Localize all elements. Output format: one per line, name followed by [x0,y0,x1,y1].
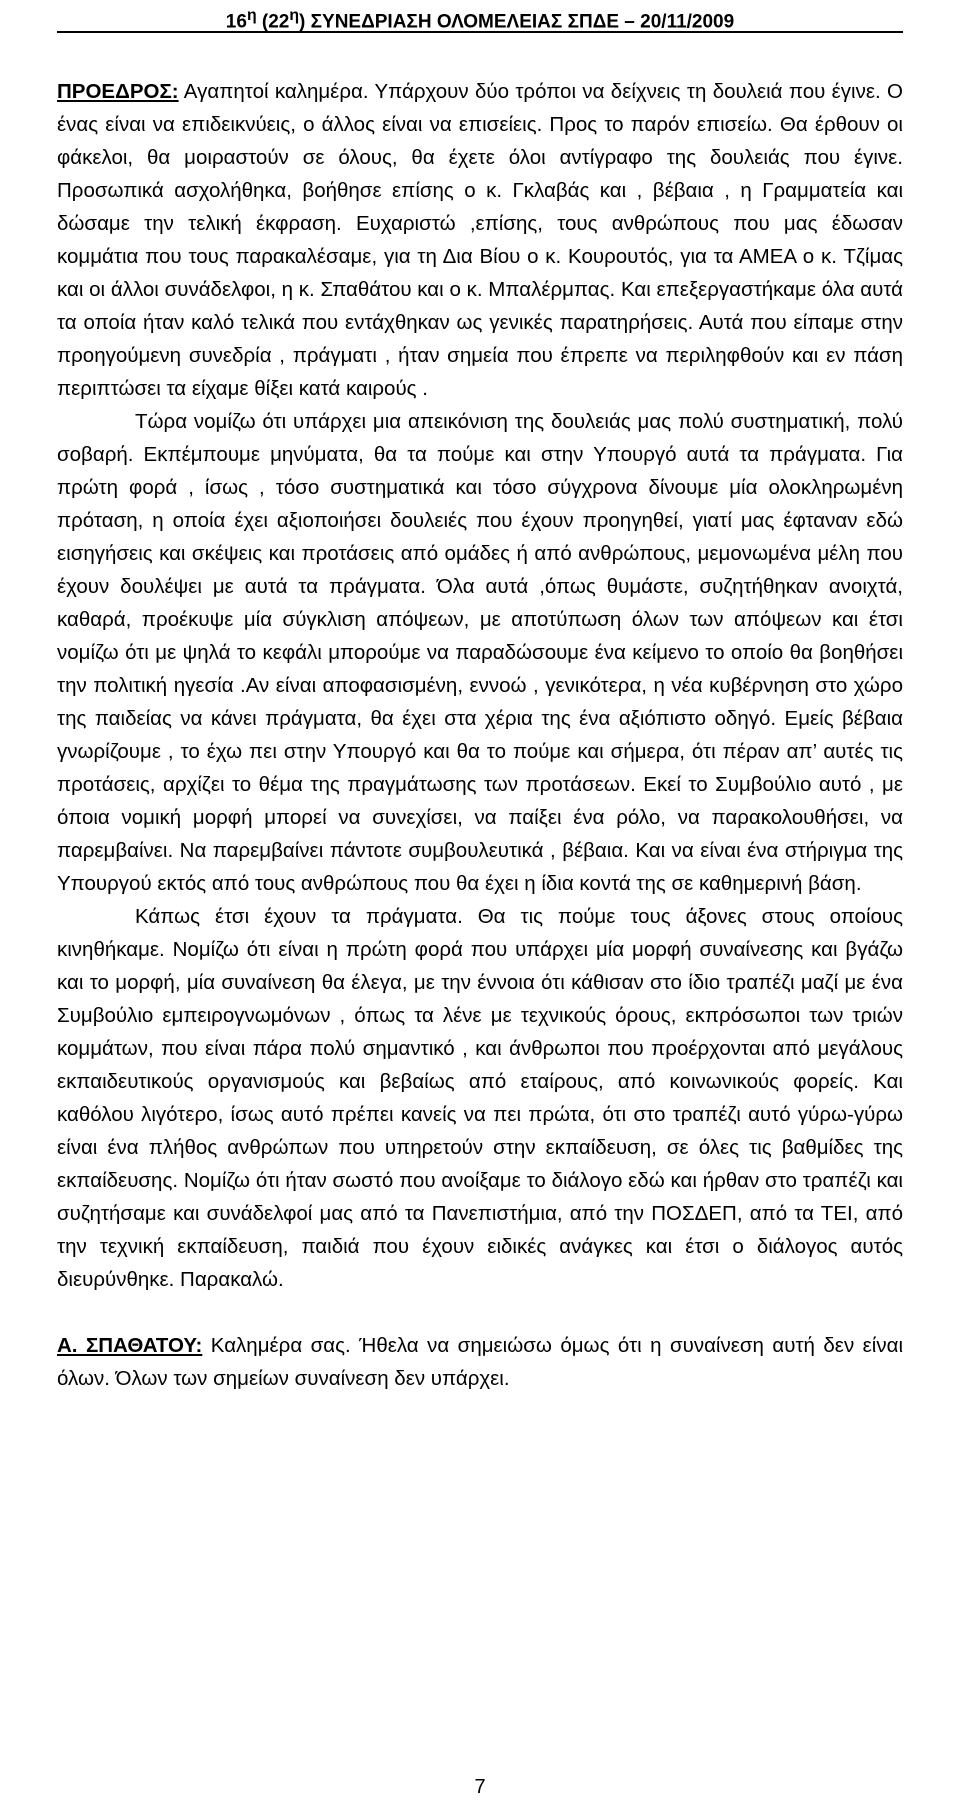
paragraph-text: Αγαπητοί καλημέρα. Υπάρχουν δύο τρόποι να δείχνεις τη δουλειά που έγινε. Ο ένας είναι να επιδεικνύεις, ο άλλος είναι να επισείεις. Προς το παρόν επισείω. Θα έρθουν οι φάκελοι, θα μοιραστούν σε όλους, θα έχετε όλοι αντίγραφο της δουλειάς που έγινε. Προσωπικά ασχολήθηκα, βοήθησε επίσης ο κ. Γκλαβάς και , βέβαια , η Γραμματεία και δώσαμε την τελική έκφραση. Ευχαριστώ ,επίσης, τους ανθρώπους που μας έδωσαν κομμάτια που τους παρακαλέσαμε, για τη Δια Βίου ο κ. Κουρουτός, για τα ΑΜΕΑ ο κ. Τζίμας και οι άλλοι συνάδελφοι, η κ. Σπαθάτου και ο κ. Μπαλέρμπας. Και επεξεργαστήκαμε όλα αυτά τα οποία ήταν καλό τελικά που εντάχθηκαν ως γενικές παρατηρήσεις. Αυτά που είπαμε στην προηγούμενη συνεδρία , πράγματι , ήταν σημεία που έπρεπε να περιληφθούν και εν πάση περιπτώσει τα είχαμε θίξει κατά καιρούς . [57,80,903,400]
header-divider [57,31,903,33]
header-title-part3: ) ΣΥΝΕΔΡΙΑΣΗ ΟΛΟΜΕΛΕΙΑΣ ΣΠΔΕ – 20/11/2009 [299,11,735,33]
paragraph-spathatou [57,1329,903,1395]
header-title-part2: (22 [256,11,290,33]
page-header [0,4,960,34]
speaker-label-president: ΠΡΟΕΔΡΟΣ: [57,80,179,103]
speaker-label-spathatou: Α. ΣΠΑΘΑΤΟΥ: [57,1334,203,1357]
paragraph-text: Τώρα νομίζω ότι υπάρχει μια απεικόνιση της δουλειάς μας πολύ συστηματική, πολύ σοβαρή. Εκπέμπουμε μηνύματα, θα τα πούμε και στην Υπουργό αυτά τα πράγματα. Για πρώτη φορά , ίσως , τόσο συστηματικά και τόσο σύγχρονα δίνουμε μία ολοκληρωμένη πρόταση, η οποία έχει αξιοποιήσει δουλειές που έχουν προηγηθεί, γιατί μας έφταναν εδώ εισηγήσεις και σκέψεις και προτάσεις από ομάδες ή από ανθρώπους, μεμονωμένα μέλη που έχουν δουλέψει με αυτά τα πράγματα. Όλα αυτά ,όπως θυμάστε, συζητήθηκαν ανοιχτά, καθαρά, προέκυψε μία σύγκλιση απόψεων, με αποτύπωση όλων των απόψεων και έτσι νομίζω ότι με ψηλά το κεφάλι μπορούμε να παραδώσουμε ένα κείμενο το οποίο θα βοηθήσει την πολιτική ηγεσία .Αν είναι αποφασισμένη, εννοώ , γενικότερα, η νέα κυβέρνηση στο χώρο της παιδείας να κάνει πράγματα, θα έχει στα χέρια της ένα αξιόπιστο οδηγό. Εμείς βέβαια γνωρίζουμε , το έχω πει στην Υπουργό και θα το πούμε και σήμερα, ότι πέραν απ’ αυτές τις προτάσεις, αρχίζει το θέμα της πραγμάτωσης των προτάσεων. Εκεί το Συμβούλιο αυτό , με όποια νομική μορφή μπορεί να συνεχίσει, να παίξει ένα ρόλο, να παρακολουθήσει, να παρεμβαίνει. Να παρεμβαίνει πάντοτε συμβουλευτικά , βέβαια. Και να είναι ένα στήριγμα της Υπουργού εκτός από τους ανθρώπους που θα έχει η ίδια κοντά της σε καθημερινή βάση. [57,410,903,895]
header-title-part1: 16 [225,11,247,33]
paragraph-continuation-2 [57,900,903,1296]
paragraph-president [57,75,903,405]
paragraph-continuation-1 [57,405,903,900]
paragraph-text: Κάπως έτσι έχουν τα πράγματα. Θα τις πούμε τους άξονες στους οποίους κινηθήκαμε. Νομίζω ότι είναι η πρώτη φορά που υπάρχει μία μορφή συναίνεσης και βγάζω και το μορφή, μία συναίνεση θα έλεγα, με την έννοια ότι κάθισαν στο ίδιο τραπέζι μαζί με ένα Συμβούλιο εμπειρογνωμόνων , όπως τα λένε με τεχνικούς όρους, εκπρόσωποι των τριών κομμάτων, που είναι πάρα πολύ σημαντικό , και άνθρωποι που προέρχονται από μεγάλους εκπαιδευτικούς οργανισμούς και βεβαίως από εταίρους, από κοινωνικούς φορείς. Και καθόλου λιγότερο, ίσως αυτό πρέπει κανείς να πει πρώτα, ότι στο τραπέζι αυτό γύρω-γύρω είναι ένα πλήθος ανθρώπων που υπηρετούν στην εκπαίδευση, σε όλες τις βαθμίδες της εκπαίδευσης. Νομίζω ότι ήταν σωστό που ανοίξαμε το διάλογο εδώ και ήρθαν στο τραπέζι και συζητήσαμε και συνάδελφοί μας από τα Πανεπιστήμια, από την ΠΟΣΔΕΠ, από τα ΤΕΙ, από την τεχνική εκπαίδευση, παιδιά που έχουν ειδικές ανάγκες και έτσι ο διάλογος αυτός διευρύνθηκε. Παρακαλώ. [57,905,903,1291]
paragraph-text: Καλημέρα σας. Ήθελα να σημειώσω όμως ότι η συναίνεση αυτή δεν είναι όλων. Όλων των σημείων συναίνεση δεν υπάρχει. [57,1334,903,1390]
page-number: 7 [474,1776,486,1798]
transcript-body [57,75,903,1395]
header-title-superscript-2: η [289,7,300,24]
header-title-superscript-1: η [246,7,257,24]
